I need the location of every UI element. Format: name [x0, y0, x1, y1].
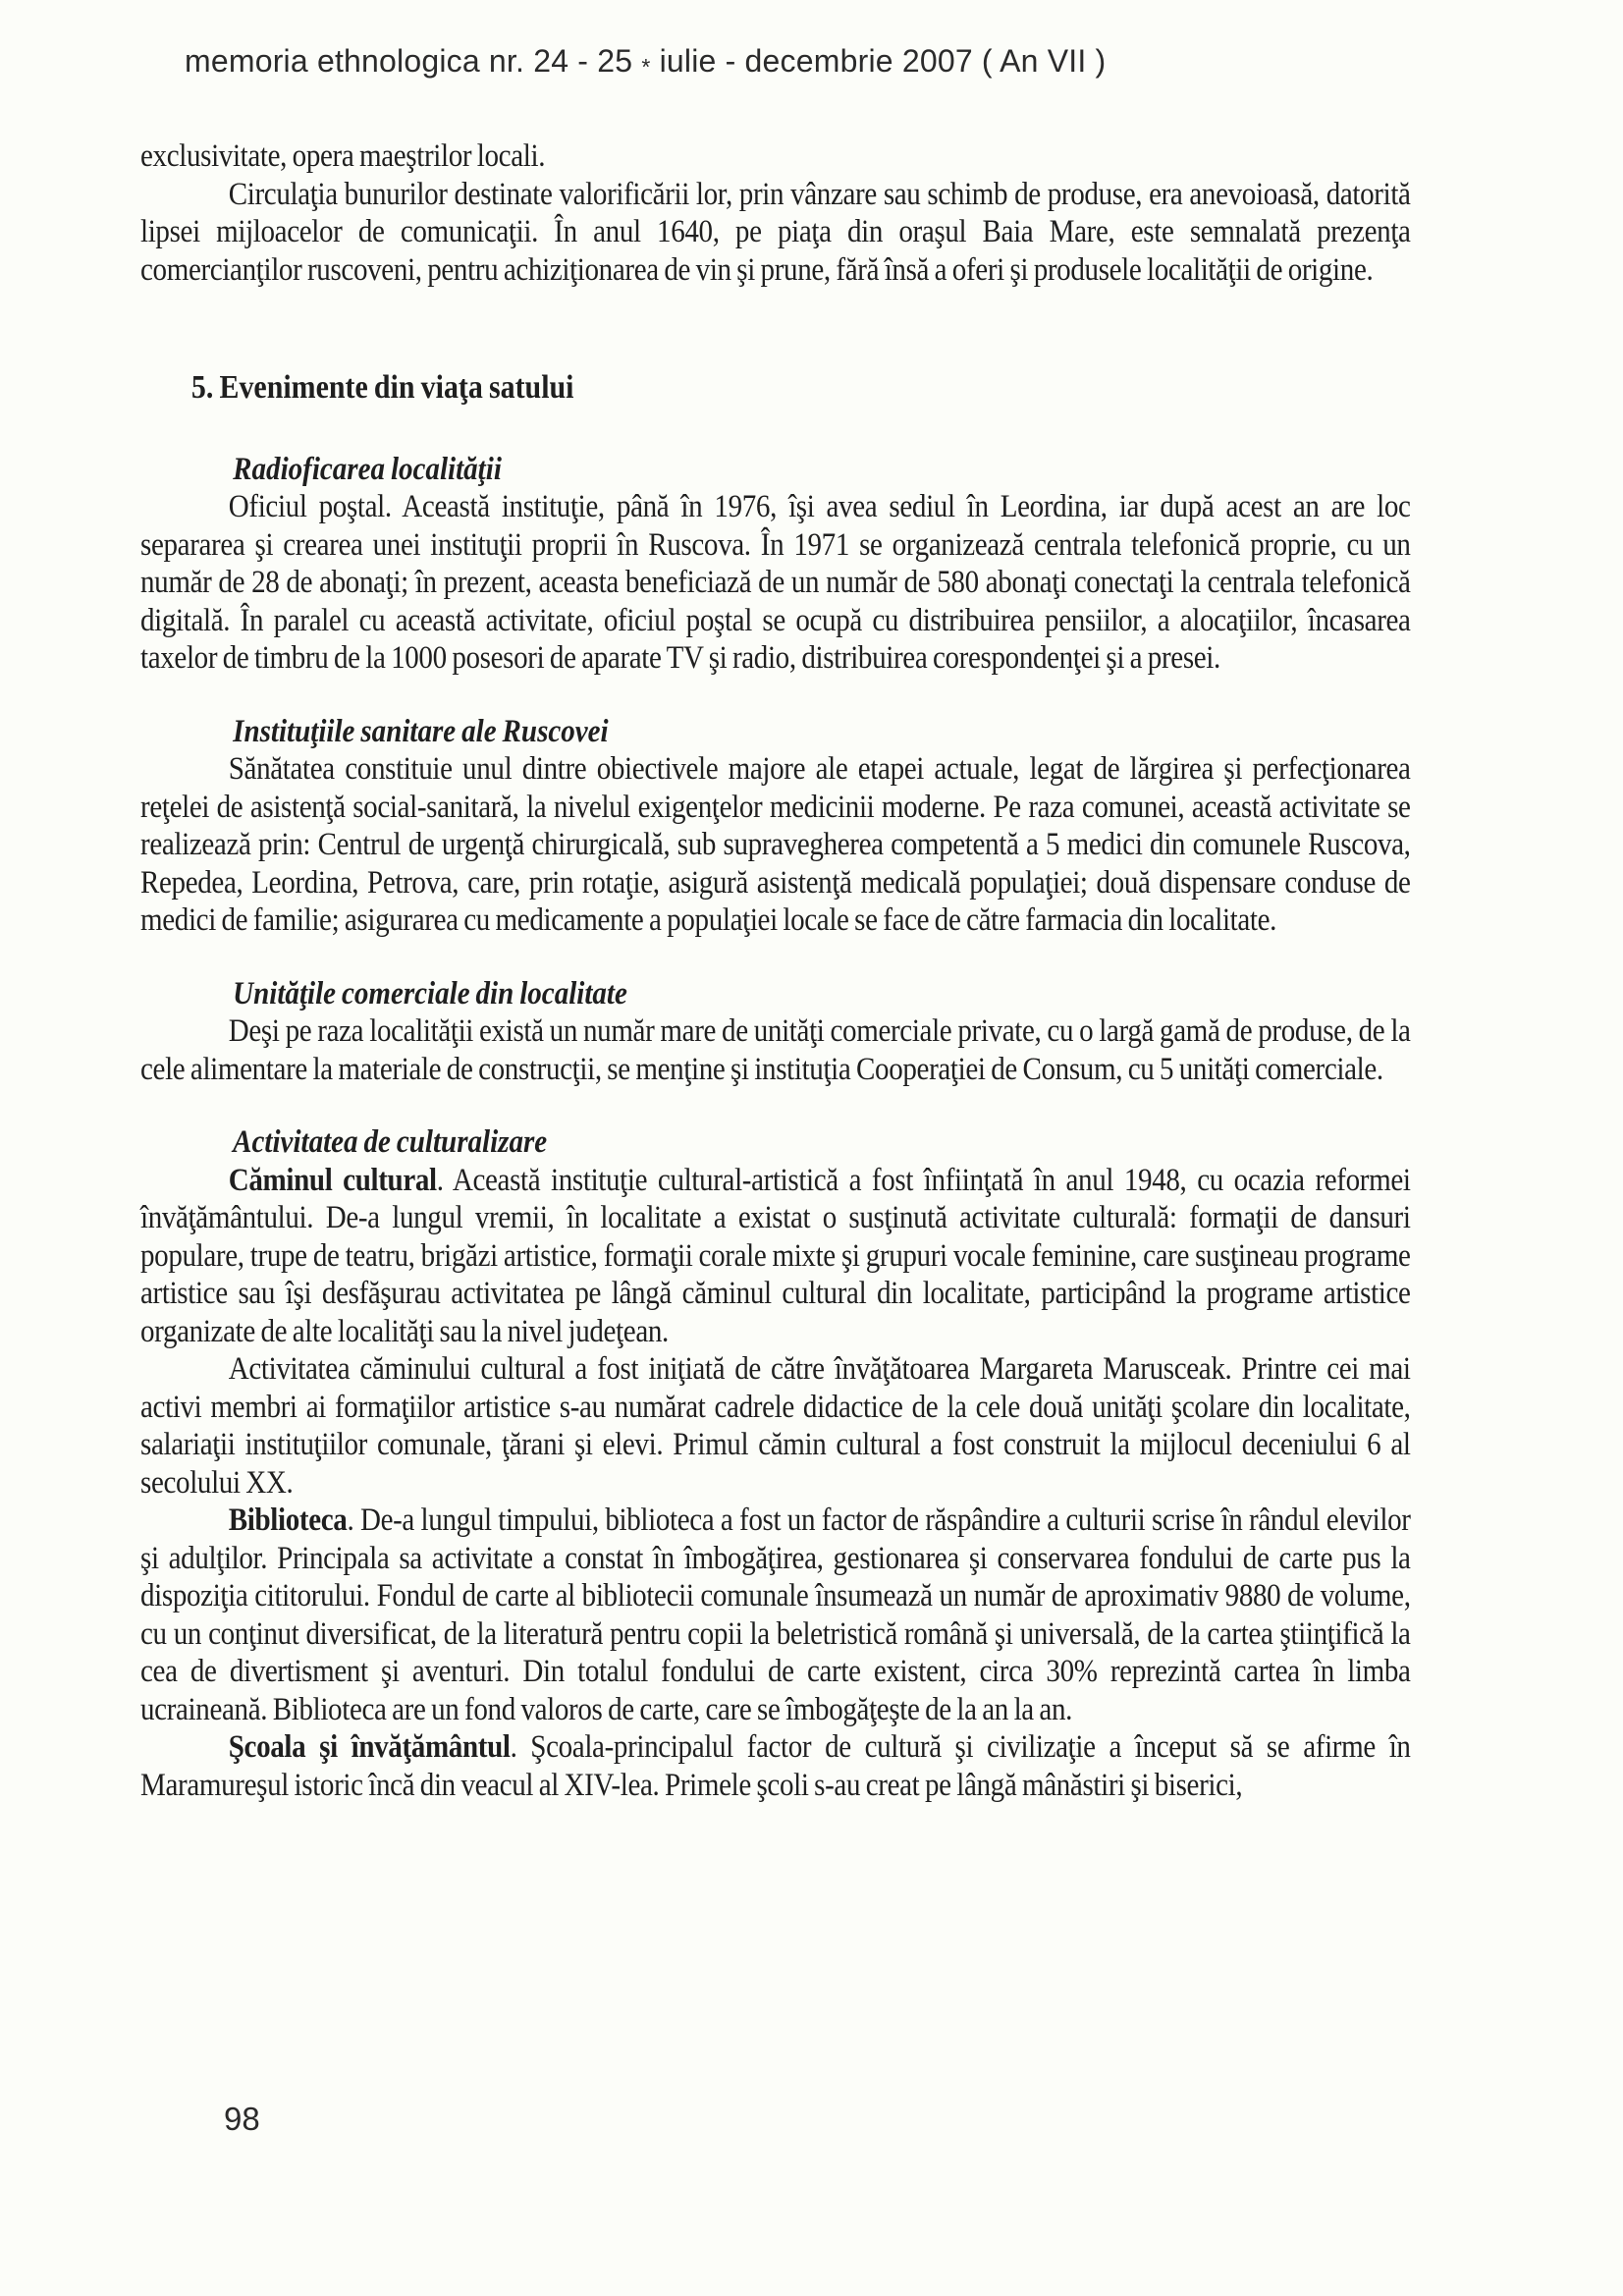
caminul-cultural-text: . Această instituţie cultural-artistică a fost înfiinţată în anul 1948, cu ocazia reformei învăţământului. De-a lungul vremii, în localitate a existat o susţinută activitate culturală: formaţii de dansuri populare, trupe de teatru, brigăzi artistice, formaţii corale mixte şi grupuri vocale feminine, care susţineau programe artistice sau îşi desfăşurau activitatea pe lângă căminul cultural din localitate, participând la programe artistice organizate de alte localităţi sau la nivel judeţean.	[140, 1162, 1411, 1349]
biblioteca-text: . De-a lungul timpului, biblioteca a fost un factor de răspândire a culturii scrise în rândul elevilor şi adulţilor. Principala sa activitate a constat în îmbogăţirea, gestionarea şi conservarea fondului de carte pus la dispoziţia cititorului. Fondul de carte al bibliotecii comunale însumează un număr de aproximativ 9880 de volume, cu un conţinut diversificat, de la literatură pentru copii la beletristică română şi universală, de la cartea ştiinţifică la cea de divertisment şi aventuri. Din totalul fondului de carte existent, circa 30% reprezintă cartea în limba ucraineană. Biblioteca are un fond valoros de carte, care se îmbogăţeşte de la an la an.	[140, 1503, 1411, 1727]
paragraph-activitatea-caminului: Activitatea căminului cultural a fost iniţiată de către învăţătoarea Margareta Marusceak. Printre cei mai activi membri ai formaţiilor artistice s-au numărat cadrele didactice de la cele două unităţi şcolare din localitate, salariaţii instituţiilor comunale, ţărani şi elevi. Primul cămin cultural a fost construit la mijlocul deceniului 6 al secolului XX.	[140, 1351, 1411, 1501]
paragraph-unitati-comerciale: Deşi pe raza localităţii există un număr mare de unităţi comerciale private, cu o largă gamă de produse, de la cele alimentare la materiale de construcţii, se menţine şi instituţia Cooperaţiei de Consum, cu 5 unităţi comerciale.	[140, 1013, 1411, 1087]
caminul-cultural-lead: Căminul cultural	[228, 1162, 437, 1198]
journal-header-left: memoria ethnologica nr. 24 - 25	[185, 43, 642, 79]
scoala-text: . Şcoala-principalul factor de cultură şi civilizaţie a început să se afirme în Maramureşul istoric încă din veacul al XIV-lea. Primele şcoli s-au creat pe lângă mânăstiri şi biserici,	[140, 1729, 1411, 1803]
subheading-institutii-sanitare: Instituţiile sanitare ale Ruscovei	[233, 713, 609, 749]
paragraph-circulatia: Circulaţia bunurilor destinate valorificării lor, prin vânzare sau schimb de produse, era anevoioasă, datorită lipsei mijloacelor de comunicaţii. În anul 1640, pe piaţa din oraşul Baia Mare, este semnalată prezenţa comercianţilor ruscoveni, pentru achiziţionarea de vin şi prune, fără însă a oferi şi produsele localităţii de origine.	[140, 176, 1411, 288]
subheading-activitatea-culturalizare: Activitatea de culturalizare	[233, 1124, 548, 1160]
subheading-unitati-comerciale: Unităţile comerciale din localitate	[233, 975, 627, 1011]
page-body	[140, 137, 1411, 1804]
scoala-lead: Şcoala şi învăţământul	[228, 1729, 511, 1765]
paragraph-caminul-cultural	[140, 1162, 1411, 1351]
paragraph-continuation: exclusivitate, opera maeştrilor locali.	[140, 138, 546, 174]
paragraph-biblioteca	[140, 1502, 1411, 1728]
journal-header-right: iulie - decembrie 2007 ( An VII )	[650, 43, 1107, 79]
paragraph-oficiul-postal: Oficiul poştal. Această instituţie, până în 1976, îşi avea sediul în Leordina, iar după acest an are loc separarea şi crearea unei instituţii proprii în Ruscova. În 1971 se organizează centrala telefonică proprie, cu un număr de 28 de abonaţi; în prezent, aceasta beneficiază de un număr de 580 abonaţi conectaţi la centrala telefonică digitală. În paralel cu această activitate, oficiul poştal se ocupă cu distribuirea pensiilor, a alocaţiilor, încasarea taxelor de timbru de la 1000 posesori de aparate TV şi radio, distribuirea corespondenţei şi a presei.	[140, 489, 1411, 676]
asterisk-separator-icon: *	[641, 53, 651, 80]
page-number: 98	[224, 2101, 260, 2137]
section-title-evenimente: 5. Evenimente din viaţa satului	[190, 369, 574, 406]
subheading-radioficarea: Radioficarea localităţii	[233, 451, 502, 487]
paragraph-sanatatea: Sănătatea constituie unul dintre obiectivele majore ale etapei actuale, legat de lărgirea şi perfecţionarea reţelei de asistenţă social-sanitară, la nivelul exigenţelor medicinii moderne. Pe raza comunei, această activitate se realizează prin: Centrul de urgenţă chirurgicală, sub supravegherea competentă a 5 medici din comunele Ruscova, Repedea, Leordina, Petrova, care, prin rotaţie, asigură asistenţă medicală populaţiei; două dispensare conduse de medici de familie; asigurarea cu medicamente a populaţiei locale se face de către farmacia din localitate.	[140, 751, 1411, 938]
biblioteca-lead: Biblioteca	[228, 1503, 348, 1538]
journal-header	[185, 41, 1106, 83]
paragraph-scoala	[140, 1728, 1411, 1804]
